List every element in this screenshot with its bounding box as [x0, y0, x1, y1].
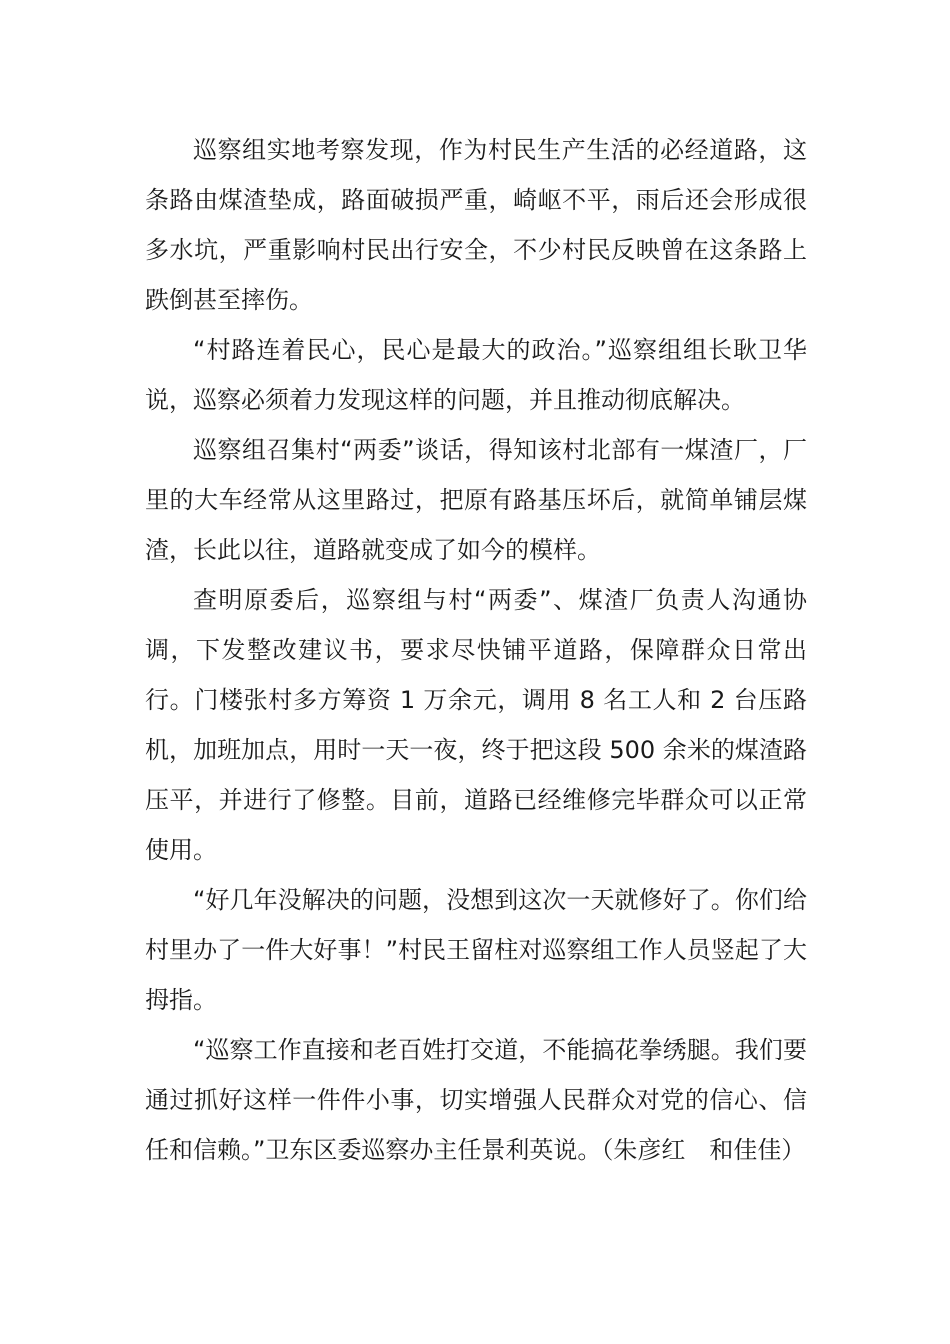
paragraph-village-committee-talk: 巡察组召集村“两委”谈话，得知该村北部有一煤渣厂，厂里的大车经常从这里路过，把原有路基压坏后，就简单铺层煤渣，长此以往，道路就变成了如今的模样。	[145, 436, 807, 564]
paragraph-director-quote: “巡察工作直接和老百姓打交道，不能搞花拳绣腿。我们要通过抓好这样一件件小事，切实增强人民群众对党的信心、信任和信赖。”卫东区委巡察办主任景利英说。（朱彦红 和佳佳）	[145, 1036, 807, 1164]
paragraph-villager-quote: “好几年没解决的问题，没想到这次一天就修好了。你们给村里办了一件大好事！”村民王留柱对巡察组工作人员竖起了大拇指。	[145, 886, 807, 1014]
paragraph-road-repair: 查明原委后，巡察组与村“两委”、煤渣厂负责人沟通协调，下发整改建议书，要求尽快铺平道路，保障群众日常出行。门楼张村多方筹资 1 万余元，调用 8 名工人和 2 台压路机，加班加点，用时一天一夜，终于把这段 500 余米的煤渣路压平，并进行了修整。目前，道路已经维修完毕群众可以正常使用。	[145, 586, 807, 864]
paragraph-inspection-findings: 巡察组实地考察发现，作为村民生产生活的必经道路，这条路由煤渣垫成，路面破损严重，崎岖不平，雨后还会形成很多水坑，严重影响村民出行安全，不少村民反映曾在这条路上跌倒甚至摔伤。	[145, 136, 807, 314]
paragraph-leader-quote: “村路连着民心，民心是最大的政治。”巡察组组长耿卫华说，巡察必须着力发现这样的问题，并且推动彻底解决。	[145, 336, 807, 414]
article-body	[145, 125, 807, 1175]
